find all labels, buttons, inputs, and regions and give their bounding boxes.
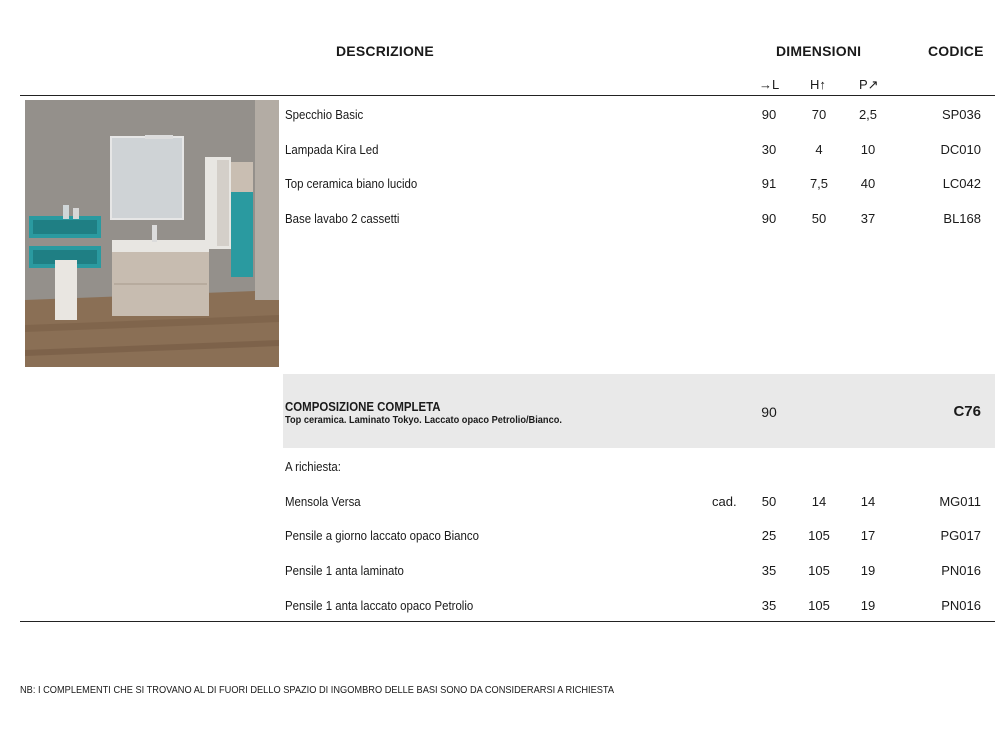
header-h: H↑ <box>810 77 826 92</box>
header-rule <box>20 95 995 96</box>
extra-l: 35 <box>761 598 777 613</box>
header-descrizione: DESCRIZIONE <box>336 43 434 59</box>
richiesta-row <box>0 457 1006 477</box>
extra-code: PN016 <box>941 563 981 578</box>
item-description: Base lavabo 2 cassetti <box>285 211 400 226</box>
extra-p: 19 <box>860 598 876 613</box>
item-p: 37 <box>860 211 876 226</box>
extra-p: 19 <box>860 563 876 578</box>
extra-code: MG011 <box>939 494 981 509</box>
extra-p: 17 <box>860 528 876 543</box>
extra-description: Mensola Versa <box>285 494 361 509</box>
item-code: SP036 <box>941 107 981 122</box>
item-code: BL168 <box>943 211 981 226</box>
extra-h: 105 <box>808 528 830 543</box>
header-codice: CODICE <box>928 43 984 59</box>
footer-rule <box>20 621 995 622</box>
item-code: LC042 <box>942 176 981 191</box>
extra-h: 14 <box>811 494 827 509</box>
item-description: Top ceramica biano lucido <box>285 176 418 191</box>
extra-l: 25 <box>761 528 777 543</box>
composizione-subtitle: Top ceramica. Laminato Tokyo. Laccato opaco Petrolio/Bianco. <box>285 414 562 426</box>
item-l: 90 <box>761 107 777 122</box>
footnote: NB: I COMPLEMENTI CHE SI TROVANO AL DI FUORI DELLO SPAZIO DI INGOMBRO DELLE BASI SONO DA CONSIDERARSI A RICHIESTA <box>20 684 615 696</box>
item-code: DC010 <box>940 142 981 157</box>
header-p: P↗ <box>859 77 879 92</box>
composizione-band <box>283 374 995 448</box>
item-h: 7,5 <box>809 176 829 191</box>
table-row <box>0 174 1006 194</box>
item-description: Lampada Kira Led <box>285 142 379 157</box>
item-description: Specchio Basic <box>285 107 364 122</box>
extra-description: Pensile 1 anta laccato opaco Petrolio <box>285 598 474 613</box>
item-l: 91 <box>761 176 777 191</box>
item-h: 50 <box>811 211 827 226</box>
table-row <box>0 492 1006 512</box>
item-p: 40 <box>860 176 876 191</box>
extra-p: 14 <box>860 494 876 509</box>
extra-l: 50 <box>761 494 777 509</box>
composizione-code: C76 <box>953 403 981 420</box>
header-dimensioni: DIMENSIONI <box>776 43 862 59</box>
extra-unit: cad. <box>712 494 737 509</box>
table-row <box>0 561 1006 581</box>
extra-code: PG017 <box>940 528 981 543</box>
item-h: 4 <box>815 142 823 157</box>
table-row <box>0 596 1006 616</box>
table-row <box>0 140 1006 160</box>
extra-l: 35 <box>761 563 777 578</box>
table-row <box>0 105 1006 125</box>
extra-description: Pensile a giorno laccato opaco Bianco <box>285 528 479 543</box>
extra-description: Pensile 1 anta laminato <box>285 563 404 578</box>
composizione-title: COMPOSIZIONE COMPLETA <box>285 399 441 414</box>
extra-h: 105 <box>808 598 830 613</box>
extra-code: PN016 <box>941 598 981 613</box>
item-p: 2,5 <box>858 107 878 122</box>
item-l: 30 <box>761 142 777 157</box>
item-l: 90 <box>761 211 777 226</box>
item-h: 70 <box>811 107 827 122</box>
richiesta-label: A richiesta: <box>285 459 341 474</box>
table-row <box>0 526 1006 546</box>
table-row <box>0 209 1006 229</box>
item-p: 10 <box>860 142 876 157</box>
extra-h: 105 <box>808 563 830 578</box>
header-l: →L <box>759 77 780 92</box>
composizione-l: 90 <box>761 404 777 420</box>
